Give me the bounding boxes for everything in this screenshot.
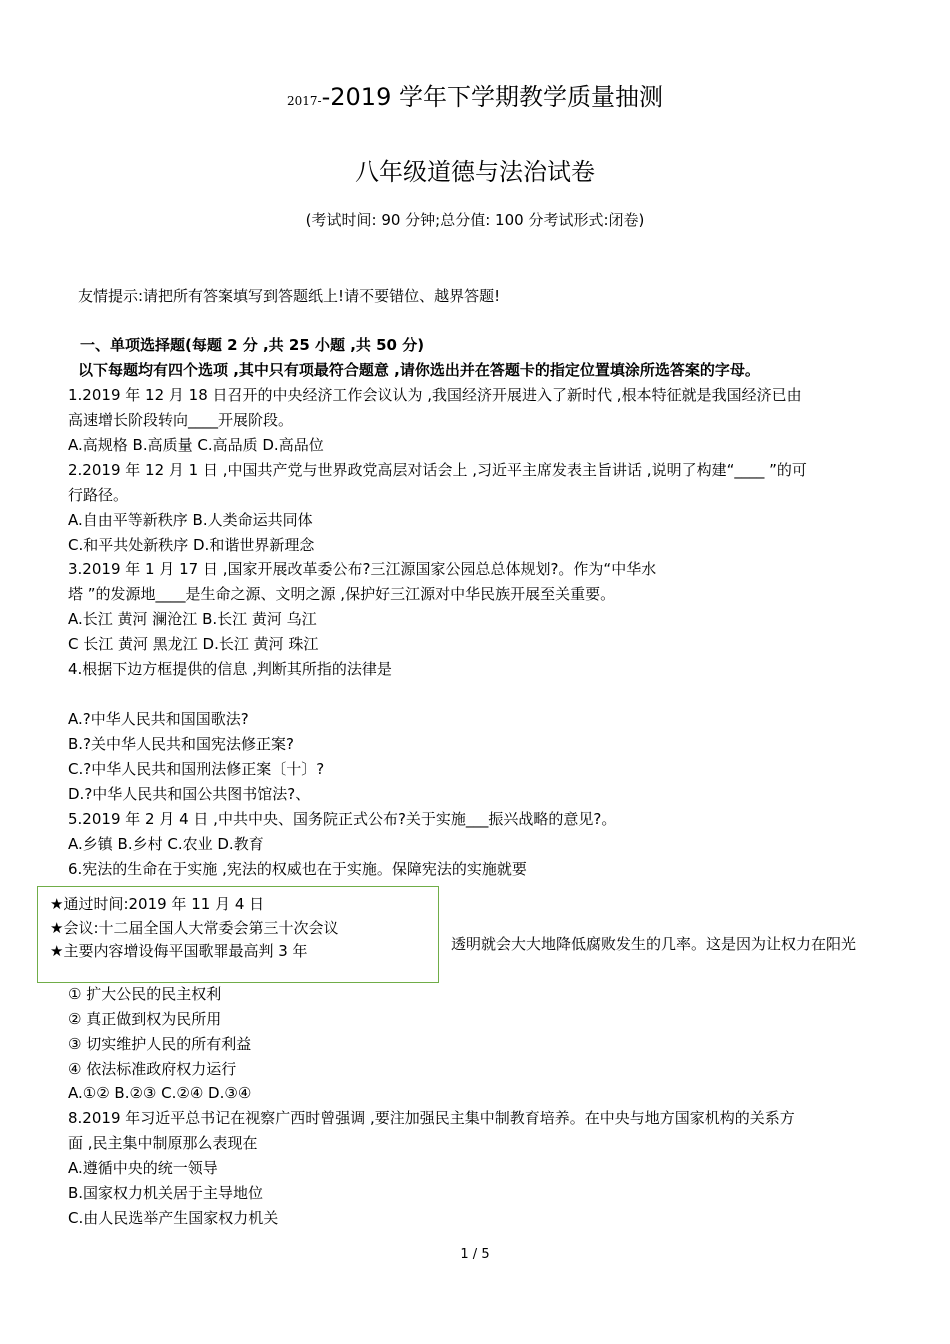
text-line: D.?中华人民共和国公共图书馆法?、 <box>68 785 311 803</box>
text-line: C 长江 黄河 黑龙江 D.长江 黄河 珠江 <box>68 635 319 653</box>
text-line: C.由人民选举产生国家权力机关 <box>68 1209 279 1227</box>
text-line: 4.根据下边方框提供的信息 ,判断其所指的法律是 <box>68 660 392 678</box>
text-line: ③ 切实维护人民的所有利益 <box>68 1035 252 1053</box>
section-title: 一、单项选择题(每题 2 分 ,共 25 小题 ,共 50 分) <box>80 336 425 354</box>
text-line: 行路径。 <box>68 486 129 504</box>
text-line: B.?关中华人民共和国宪法修正案? <box>68 735 294 753</box>
text-line: A.长江 黄河 澜沧江 B.长江 黄河 乌江 <box>68 610 317 628</box>
exam-title <box>0 82 950 116</box>
info-box-meeting: ★会议:十二届全国人大常委会第三十次会议 <box>50 919 339 937</box>
title-year-prefix: 2017- <box>287 94 322 108</box>
text-line: C.和平共处新秩序 D.和谐世界新理念 <box>68 536 315 554</box>
text-line: 面 ,民主集中制原那么表现在 <box>68 1134 258 1152</box>
text-line: 8.2019 年习近平总书记在视察广西时曾强调 ,要注加强民主集中制教育培养。在中央与地方国家机构的关系方 <box>68 1109 795 1127</box>
text-line: 塔 ”的发源地____是生命之源、文明之源 ,保护好三江源对中华民族开展至关重要。 <box>68 585 616 603</box>
text-line: 1.2019 年 12 月 18 日召开的中央经济工作会议认为 ,我国经济开展进入了新时代 ,根本特征就是我国经济已由 <box>68 386 802 404</box>
text-line: ② 真正做到权为民所用 <box>68 1010 222 1028</box>
info-box-date: ★通过时间:2019 年 11 月 4 日 <box>50 895 265 913</box>
text-line: A.高规格 B.高质量 C.高品质 D.高品位 <box>68 436 324 454</box>
section-instruction: 以下每题均有四个选项 ,其中只有项最符合题意 ,请你选出并在答题卡的指定位置填涂所选答案的字母。 <box>78 361 760 379</box>
text-line: A.遵循中央的统一领导 <box>68 1159 218 1177</box>
info-box-content: ★主要内容增设侮平国歌罪最高判 3 年 <box>50 942 308 960</box>
title-main: -2019 学年下学期教学质量抽测 <box>321 83 663 111</box>
text-line: A.①② B.②③ C.②④ D.③④ <box>68 1084 252 1102</box>
friendly-tip: 友情提示:请把所有答案填写到答题纸上!请不要错位、越界答题! <box>78 287 501 305</box>
text-line: 5.2019 年 2 月 4 日 ,中共中央、国务院正式公布?关于实施___振兴战略的意见?。 <box>68 810 617 828</box>
text-line: 3.2019 年 1 月 17 日 ,国家开展改革委公布?三江源国家公园总总体规划?。作为“中华水 <box>68 560 657 578</box>
text-line: 透明就会大大地降低腐败发生的几率。这是因为让权力在阳光 <box>451 935 857 953</box>
exam-info: (考试时间: 90 分钟;总分值: 100 分考试形式:闭卷) <box>305 211 645 229</box>
text-line: B.国家权力机关居于主导地位 <box>68 1184 264 1202</box>
text-line: 2.2019 年 12 月 1 日 ,中国共产党与世界政党高层对话会上 ,习近平主席发表主旨讲话 ,说明了构建“____ ”的可 <box>68 461 807 479</box>
text-line: C.?中华人民共和国刑法修正案〔十〕? <box>68 760 325 778</box>
text-line: A.?中华人民共和国国歌法? <box>68 710 249 728</box>
page-number: 1 / 5 <box>460 1247 490 1262</box>
text-line: 6.宪法的生命在于实施 ,宪法的权威也在于实施。保障宪法的实施就要 <box>68 860 527 878</box>
text-line: A.乡镇 B.乡村 C.农业 D.教育 <box>68 835 264 853</box>
text-line: ④ 依法标准政府权力运行 <box>68 1060 237 1078</box>
text-line: ① 扩大公民的民主权利 <box>68 985 222 1003</box>
exam-subtitle: 八年级道德与法治试卷 <box>355 158 595 186</box>
text-line: A.自由平等新秩序 B.人类命运共同体 <box>68 511 313 529</box>
text-line: 高速增长阶段转向____开展阶段。 <box>68 411 294 429</box>
info-box <box>37 886 439 983</box>
